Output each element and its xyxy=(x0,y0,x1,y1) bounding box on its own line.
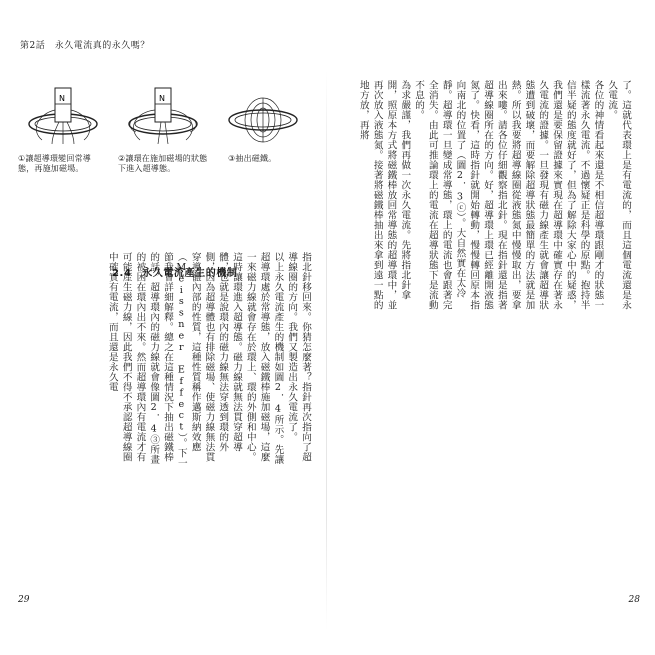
left-page-body-text: 指北針移回來。你猜怎麼著？指針再次指向了超導線圈的方向。我們又製造出永久電流了。 以上永久電流產生的機制如圖2．4所示。先讓超導環處於常導態，放入磁鐵棒施加磁場，這麼一來磁力線就會存在於環上、環的外側和中心。這時讓環進入超導態。磁力線就無法貫穿超導體，也就是說環內的磁力線無法穿透到環的外側，因為超導體也有排除磁場、使磁力線無法貫穿導體內部的性質，這種性質稱作邁斯納效應（Meissner Effect）。下一節我會詳細解釋。總之在這種情況下抽出磁鐵棒的話，超導環內的磁力線就會像圖2．4③所畫的被困在環內出不來。然而超導環內有電流才有可能產生磁力線，因此我們不得不承認超導線圈中確實有電流，而且還是永久電 xyxy=(106,252,311,469)
trapped-flux-ring-diagram xyxy=(218,80,308,148)
figure-caption-2: ②讓環在施加磁場的狀態下進入超導態。 xyxy=(118,154,208,173)
right-page-body-text: 了。這就代表環上是有電流的，而且這個電流還是永久電流。 各位的神情看起來還是不相信超導環跟剛才的狀態一樣流著永久電流。不過懷疑正是科學的原點。抱持半信半疑的態度就好了，但為了解除大家心中的疑惑，我們還是要保留證據來實現在超導環中確實存在著永久電流的證據。一旦發現有磁力線產生就會讓超導狀態遭到破壞，而要解除超導狀態最簡單的方法就是加熱。所以我要將超導線圈從液態氮中慢慢取出，要拿出來嘍。請各位仔細觀察指北針。現在指針還是指著超導線圈所在的方向。好，超導環上環已經離開液態氮了。快看，這時指針就開始轉動，慢慢轉回原本指向南北的位置了（圖2．3ⓒ）。大自然實在太冷靜。超導環一旦變成常導態，環上的電流也會跟著完全消失。由此可推論環上的電流在超導狀態下是流動不息的。 為求嚴謹，我們再做一次永久電流。先將指北針拿開，照原本方式將磁鐵棒放回常導態的超導環中，並再次放入液態氮。接著將磁鐵棒抽出來拿到遠一點的地方放，再將 xyxy=(357,80,631,310)
figure-caption-3: ③抽出磁鐵。 xyxy=(228,154,277,163)
figure-panel-1 xyxy=(18,80,108,148)
magnet-north-label: N xyxy=(159,94,165,103)
left-page xyxy=(18,41,318,638)
section-heading: 2.4 永久電流產生的機制 xyxy=(112,268,238,279)
page-number-right: 28 xyxy=(628,595,640,605)
right-page xyxy=(332,78,640,638)
ring-field-applied-diagram xyxy=(118,80,208,148)
figure-caption-1: ①讓超導環變回常導態，再施加磁場。 xyxy=(18,154,91,173)
figure-panel-3 xyxy=(218,80,308,148)
figure-panel-2 xyxy=(118,80,208,148)
ring-with-magnet-diagram xyxy=(18,80,108,148)
page-number-left: 29 xyxy=(18,595,30,605)
running-head: 第2話 永久電流真的永久嗎？ xyxy=(20,41,150,51)
magnet-north-label: N xyxy=(59,94,65,103)
figure-2-4 xyxy=(18,80,318,180)
page-gutter xyxy=(326,70,327,630)
